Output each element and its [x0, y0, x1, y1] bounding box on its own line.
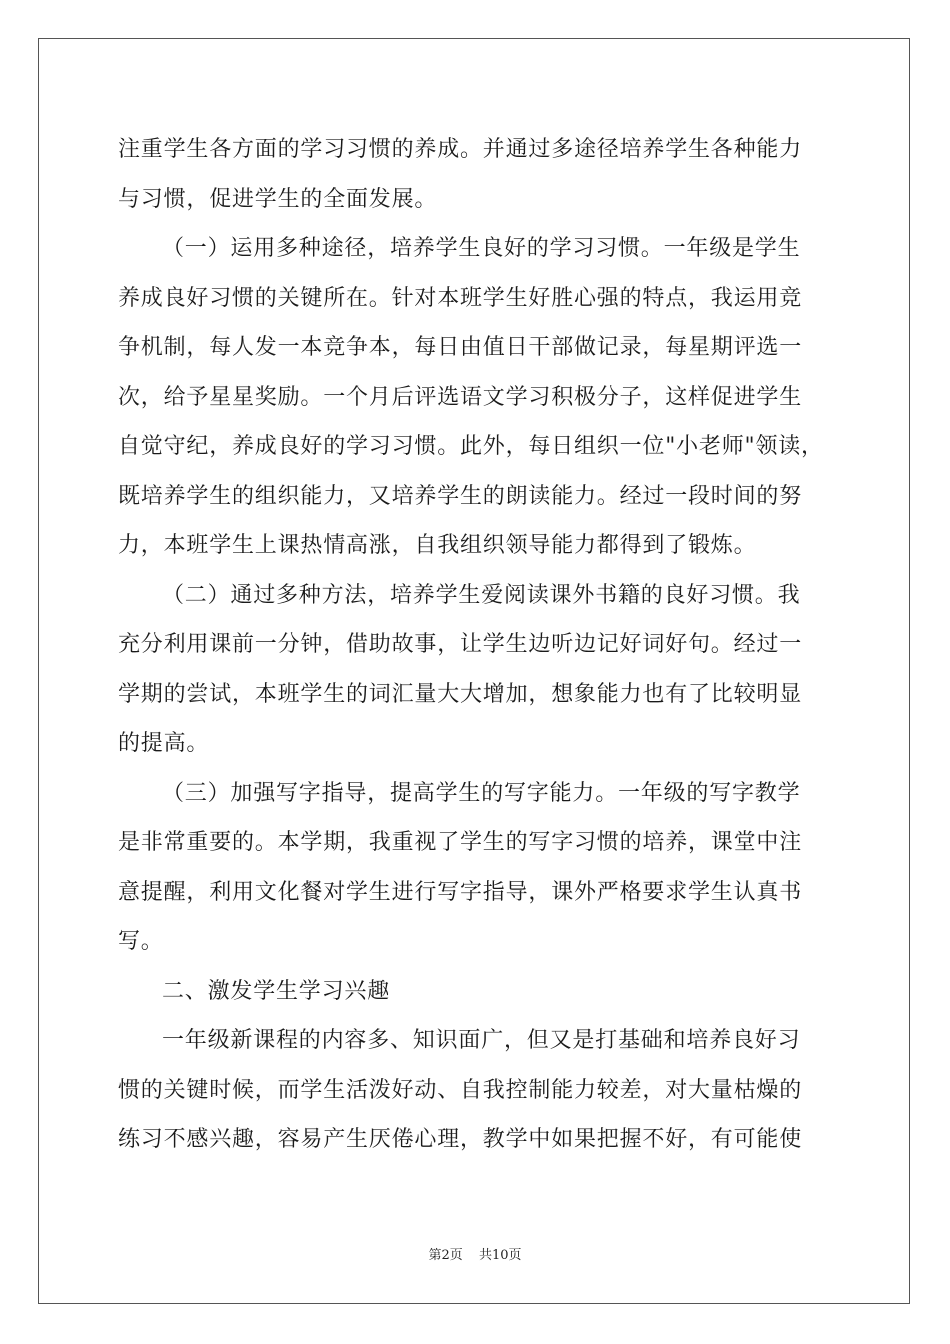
text-line: 养成良好习惯的关键所在。针对本班学生好胜心强的特点，我运用竞: [118, 285, 803, 311]
text-line: 一年级新课程的内容多、知识面广，但又是打基础和培养良好习: [162, 1028, 801, 1053]
section-heading: 二、激发学生学习兴趣: [162, 978, 391, 1004]
paragraph-heading-2: （二）通过多种方法，培养学生爱阅读课外书籍的良好习惯。我: [162, 582, 801, 608]
text-line: 争机制，每人发一本竞争本，每日由值日干部做记录，每星期评选一: [118, 335, 803, 360]
text-line: 自觉守纪，养成良好的学习习惯。此外，每日组织一位"小老师"领读，: [118, 434, 824, 459]
text-line: 写。: [118, 929, 164, 954]
text-line: 次，给予星星奖励。一个月后评选语文学习积极分子，这样促进学生: [118, 384, 803, 410]
text-line: 意提醒，利用文化餐对学生进行写字指导，课外严格要求学生认真书: [118, 879, 803, 905]
text-line: 是非常重要的。本学期，我重视了学生的写字习惯的培养，课堂中注: [118, 830, 803, 855]
page-footer: [0, 1244, 950, 1263]
text-line: 充分利用课前一分钟，借助故事，让学生边听边记好词好句。经过一: [118, 632, 803, 657]
text-line: 既培养学生的组织能力，又培养学生的朗读能力。经过一段时间的努: [118, 483, 803, 509]
text-line: 练习不感兴趣，容易产生厌倦心理，教学中如果把握不好，有可能使: [118, 1127, 803, 1152]
document-body: [118, 125, 838, 1165]
page-total: 共10页: [478, 1248, 522, 1263]
text-line: 学期的尝试，本班学生的词汇量大大增加，想象能力也有了比较明显: [118, 681, 803, 707]
text-line: 力，本班学生上课热情高涨，自我组织领导能力都得到了锻炼。: [118, 533, 757, 558]
text-line: 的提高。: [118, 731, 210, 756]
paragraph-heading-1: （一）运用多种途径，培养学生良好的学习习惯。一年级是学生: [162, 236, 801, 261]
text-line: 注重学生各方面的学习习惯的养成。并通过多途径培养学生各种能力: [118, 137, 803, 162]
paragraph-heading-3: （三）加强写字指导，提高学生的写字能力。一年级的写字教学: [162, 780, 801, 806]
text-line: 与习惯，促进学生的全面发展。: [118, 186, 438, 212]
page-number: 第2页: [428, 1248, 463, 1263]
text-line: 惯的关键时候，而学生活泼好动、自我控制能力较差，对大量枯燥的: [118, 1077, 803, 1103]
